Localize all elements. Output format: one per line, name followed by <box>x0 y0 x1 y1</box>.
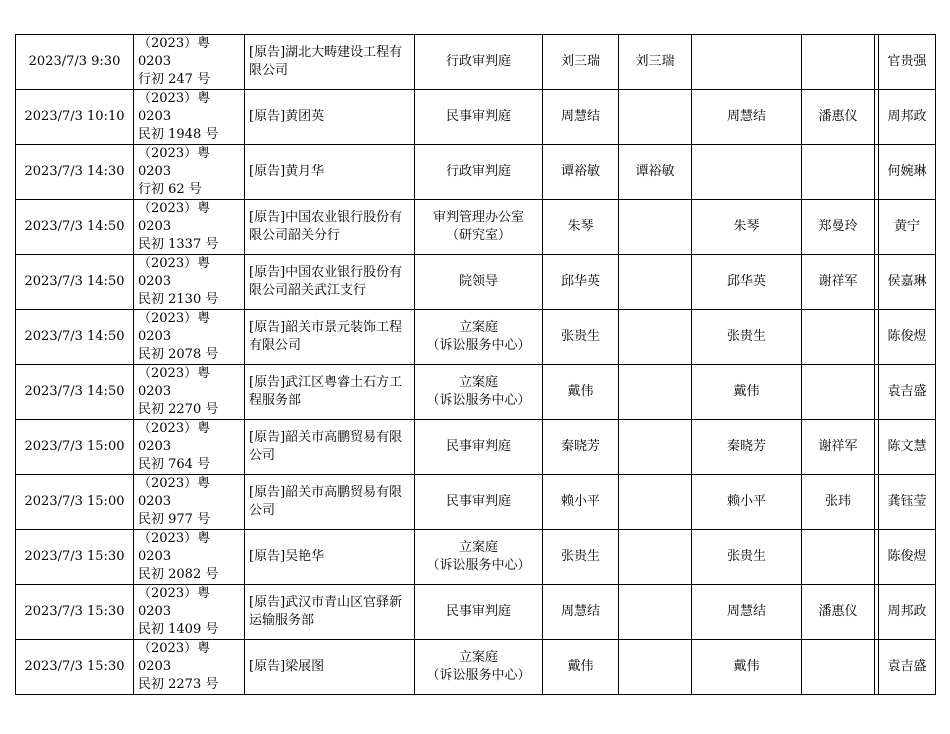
department-line: 立案庭 <box>458 320 498 335</box>
case-number-cell <box>134 90 245 145</box>
party-cell: [原告]韶关市高鹏贸易有限公司 <box>245 475 415 530</box>
department-line: 立案庭 <box>458 650 498 665</box>
case-court-code: （2023）粤 0203 <box>138 36 211 69</box>
hearing-time-cell: 2023/7/3 14:50 <box>16 200 134 255</box>
table-row <box>16 420 936 475</box>
case-number-cell <box>134 475 245 530</box>
hearing-time-cell: 2023/7/3 15:30 <box>16 585 134 640</box>
case-court-code: （2023）粤 0203 <box>138 311 211 344</box>
department-cell <box>415 530 543 585</box>
panel-member-cell: 赖小平 <box>692 475 802 530</box>
case-number-cell <box>134 365 245 420</box>
party-cell: [原告]韶关市景元装饰工程有限公司 <box>245 310 415 365</box>
party-cell: [原告]武江区粤睿土石方工程服务部 <box>245 365 415 420</box>
clerk-cell: 黄宁 <box>879 200 936 255</box>
case-serial: 民初 764 号 <box>138 457 211 472</box>
department-cell <box>415 35 543 90</box>
department-line: 民事审判庭 <box>445 439 511 454</box>
presiding-judge-cell: 周慧结 <box>543 585 619 640</box>
panel-member-cell: 张贵生 <box>692 310 802 365</box>
case-number-cell <box>134 640 245 695</box>
clerk-cell: 陈俊煜 <box>879 530 936 585</box>
panel-member-cell <box>619 255 692 310</box>
table-row <box>16 145 936 200</box>
hearing-time-cell: 2023/7/3 15:00 <box>16 420 134 475</box>
case-number-cell <box>134 530 245 585</box>
panel-member-cell: 戴伟 <box>692 365 802 420</box>
clerk-cell: 袁吉盛 <box>879 365 936 420</box>
party-cell: [原告]武汉市青山区官驿新运输服务部 <box>245 585 415 640</box>
party-cell: [原告]中国农业银行股份有限公司韶关分行 <box>245 200 415 255</box>
panel-member-cell <box>619 200 692 255</box>
case-court-code: （2023）粤 0203 <box>138 256 211 289</box>
table-row <box>16 475 936 530</box>
case-serial: 民初 2130 号 <box>138 292 219 307</box>
panel-member-cell: 刘三瑞 <box>619 35 692 90</box>
panel-member-cell: 戴伟 <box>692 640 802 695</box>
hearing-time-cell: 2023/7/3 10:10 <box>16 90 134 145</box>
hearing-time-cell: 2023/7/3 15:30 <box>16 640 134 695</box>
presiding-judge-cell: 谭裕敏 <box>543 145 619 200</box>
hearing-time-cell: 2023/7/3 14:50 <box>16 310 134 365</box>
case-serial: 民初 2270 号 <box>138 402 219 417</box>
case-serial: 民初 1948 号 <box>138 127 219 142</box>
table-row <box>16 310 936 365</box>
panel-member-cell <box>619 310 692 365</box>
panel-member-cell <box>802 530 875 585</box>
presiding-judge-cell: 戴伟 <box>543 640 619 695</box>
panel-member-cell: 谭裕敏 <box>619 145 692 200</box>
panel-member-cell <box>802 310 875 365</box>
case-number-cell <box>134 145 245 200</box>
case-serial: 民初 2082 号 <box>138 567 219 582</box>
case-court-code: （2023）粤 0203 <box>138 531 211 564</box>
presiding-judge-cell: 朱琴 <box>543 200 619 255</box>
case-number-cell <box>134 310 245 365</box>
department-cell <box>415 90 543 145</box>
hearing-time-cell: 2023/7/3 14:50 <box>16 255 134 310</box>
panel-member-cell <box>692 35 802 90</box>
department-line: 院领导 <box>458 274 498 289</box>
panel-member-cell <box>619 420 692 475</box>
party-cell: [原告]湖北大畴建设工程有限公司 <box>245 35 415 90</box>
panel-member-cell <box>619 640 692 695</box>
panel-member-cell <box>802 365 875 420</box>
case-serial: 行初 247 号 <box>138 72 211 87</box>
presiding-judge-cell: 张贵生 <box>543 310 619 365</box>
department-cell <box>415 255 543 310</box>
panel-member-cell: 张贵生 <box>692 530 802 585</box>
party-cell: [原告]黄月华 <box>245 145 415 200</box>
case-serial: 民初 2078 号 <box>138 347 219 362</box>
party-cell: [原告]韶关市高鹏贸易有限公司 <box>245 420 415 475</box>
department-line: 立案庭 <box>458 375 498 390</box>
department-line: （研究室） <box>445 228 511 243</box>
panel-member-cell: 周慧结 <box>692 585 802 640</box>
panel-member-cell: 秦晓芳 <box>692 420 802 475</box>
presiding-judge-cell: 刘三瑞 <box>543 35 619 90</box>
case-court-code: （2023）粤 0203 <box>138 476 211 509</box>
case-number-cell <box>134 200 245 255</box>
clerk-cell: 官贵强 <box>879 35 936 90</box>
clerk-cell: 周邦政 <box>879 585 936 640</box>
table-row <box>16 90 936 145</box>
panel-member-cell <box>619 530 692 585</box>
table-row <box>16 35 936 90</box>
department-line: 审判管理办公室 <box>432 210 524 225</box>
table-row <box>16 530 936 585</box>
panel-member-cell <box>619 475 692 530</box>
panel-member-cell: 朱琴 <box>692 200 802 255</box>
hearing-schedule-table <box>15 34 936 695</box>
panel-member-cell: 潘惠仪 <box>802 585 875 640</box>
department-line: 立案庭 <box>458 540 498 555</box>
case-serial: 行初 62 号 <box>138 182 202 197</box>
department-line: （诉讼服务中心） <box>426 338 531 353</box>
department-cell <box>415 310 543 365</box>
party-cell: [原告]中国农业银行股份有限公司韶关武江支行 <box>245 255 415 310</box>
clerk-cell: 陈文慧 <box>879 420 936 475</box>
hearing-time-cell: 2023/7/3 14:50 <box>16 365 134 420</box>
case-number-cell <box>134 255 245 310</box>
case-court-code: （2023）粤 0203 <box>138 201 211 234</box>
clerk-cell: 周邦政 <box>879 90 936 145</box>
presiding-judge-cell: 周慧结 <box>543 90 619 145</box>
case-court-code: （2023）粤 0203 <box>138 366 211 399</box>
panel-member-cell <box>619 585 692 640</box>
table-row <box>16 585 936 640</box>
department-line: （诉讼服务中心） <box>426 393 531 408</box>
presiding-judge-cell: 戴伟 <box>543 365 619 420</box>
panel-member-cell: 潘惠仪 <box>802 90 875 145</box>
presiding-judge-cell: 赖小平 <box>543 475 619 530</box>
presiding-judge-cell: 秦晓芳 <box>543 420 619 475</box>
hearing-time-cell: 2023/7/3 9:30 <box>16 35 134 90</box>
panel-member-cell: 谢祥军 <box>802 255 875 310</box>
hearing-time-cell: 2023/7/3 15:00 <box>16 475 134 530</box>
department-cell <box>415 365 543 420</box>
table-row <box>16 200 936 255</box>
case-number-cell <box>134 585 245 640</box>
panel-member-cell <box>692 145 802 200</box>
department-line: 行政审判庭 <box>445 164 511 179</box>
presiding-judge-cell: 张贵生 <box>543 530 619 585</box>
case-serial: 民初 1409 号 <box>138 622 219 637</box>
table-row <box>16 640 936 695</box>
department-line: （诉讼服务中心） <box>426 668 531 683</box>
clerk-cell: 何婉琳 <box>879 145 936 200</box>
table-row <box>16 365 936 420</box>
department-cell <box>415 475 543 530</box>
department-cell <box>415 640 543 695</box>
panel-member-cell <box>619 365 692 420</box>
presiding-judge-cell: 邱华英 <box>543 255 619 310</box>
clerk-cell: 陈俊煜 <box>879 310 936 365</box>
department-line: 行政审判庭 <box>445 54 511 69</box>
panel-member-cell: 周慧结 <box>692 90 802 145</box>
panel-member-cell <box>619 90 692 145</box>
department-line: 民事审判庭 <box>445 109 511 124</box>
party-cell: [原告]吴艳华 <box>245 530 415 585</box>
department-line: 民事审判庭 <box>445 494 511 509</box>
panel-member-cell <box>802 145 875 200</box>
panel-member-cell: 郑曼玲 <box>802 200 875 255</box>
department-cell <box>415 145 543 200</box>
case-serial: 民初 977 号 <box>138 512 211 527</box>
case-court-code: （2023）粤 0203 <box>138 641 211 674</box>
case-court-code: （2023）粤 0203 <box>138 91 211 124</box>
case-serial: 民初 2273 号 <box>138 677 219 692</box>
table-row <box>16 255 936 310</box>
clerk-cell: 侯嘉琳 <box>879 255 936 310</box>
case-number-cell <box>134 35 245 90</box>
clerk-cell: 龚钰莹 <box>879 475 936 530</box>
panel-member-cell: 张玮 <box>802 475 875 530</box>
case-number-cell <box>134 420 245 475</box>
department-line: （诉讼服务中心） <box>426 558 531 573</box>
case-court-code: （2023）粤 0203 <box>138 586 211 619</box>
party-cell: [原告]黄团英 <box>245 90 415 145</box>
hearing-time-cell: 2023/7/3 14:30 <box>16 145 134 200</box>
department-cell <box>415 585 543 640</box>
department-cell <box>415 200 543 255</box>
department-line: 民事审判庭 <box>445 604 511 619</box>
panel-member-cell: 谢祥军 <box>802 420 875 475</box>
case-court-code: （2023）粤 0203 <box>138 421 211 454</box>
case-serial: 民初 1337 号 <box>138 237 219 252</box>
department-cell <box>415 420 543 475</box>
case-court-code: （2023）粤 0203 <box>138 146 211 179</box>
hearing-schedule-body <box>16 35 936 695</box>
hearing-schedule-page <box>15 34 935 695</box>
party-cell: [原告]梁展图 <box>245 640 415 695</box>
panel-member-cell <box>802 640 875 695</box>
hearing-time-cell: 2023/7/3 15:30 <box>16 530 134 585</box>
panel-member-cell: 邱华英 <box>692 255 802 310</box>
clerk-cell: 袁吉盛 <box>879 640 936 695</box>
panel-member-cell <box>802 35 875 90</box>
